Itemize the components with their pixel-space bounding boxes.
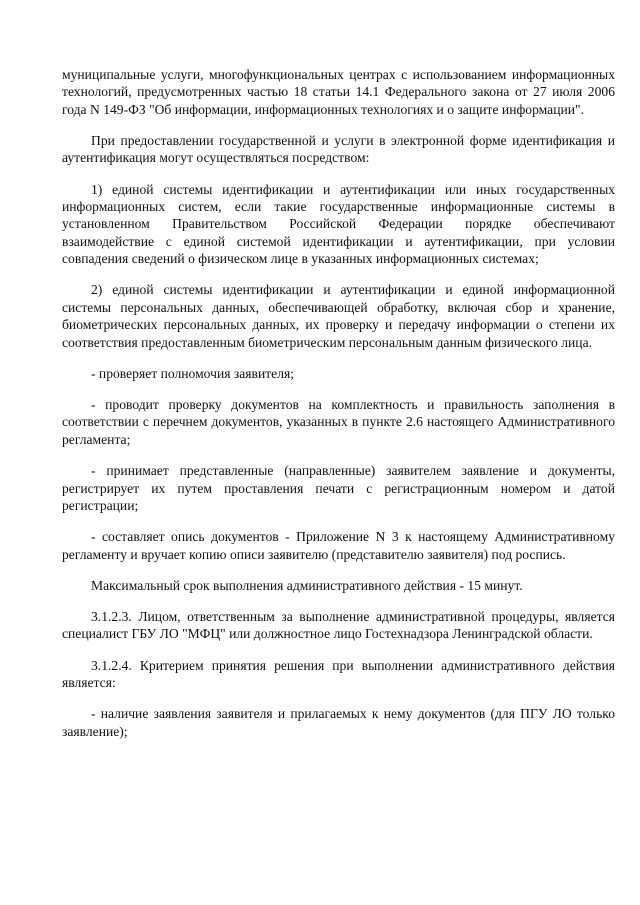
paragraph-3-1-2-3: 3.1.2.3. Лицом, ответственным за выполнение административной процедуры, является специалист ГБУ ЛО "МФЦ" или должностное лицо Гостехнадзора Ленинградской области. — [62, 608, 615, 642]
paragraph-criterion: - наличие заявления заявителя и прилагаемых к нему документов (для ПГУ ЛО только заявление); — [62, 706, 615, 739]
paragraph-identification-intro: При предоставлении государственной и услуги в электронной форме идентификация и аутентификация могут осуществляться посредством: — [62, 133, 615, 166]
paragraph-3-1-2-4: 3.1.2.4. Критерием принятия решения при выполнении административного действия является: — [62, 657, 615, 690]
paragraph-make-inventory: - составляет опись документов - Приложение N 3 к настоящему Административному регламенту и вручает копию описи заявителю (представителю заявителя) под роспись. — [62, 529, 615, 562]
document-page — [62, 66, 615, 754]
paragraph-item-1: 1) единой системы идентификации и аутентификации или иных государственных информационных систем, если такие государственные информационные системы в установленном Правительством Российской Федерации порядке обеспечивают взаимодействие с единой системой идентификации и аутентификации, при условии совпадения сведений о физическом лице в указанных информационных системах; — [62, 181, 615, 267]
paragraph-check-documents: - проводит проверку документов на комплектность и правильность заполнения в соответствии с перечнем документов, указанных в пункте 2.6 настоящего Административного регламента; — [62, 397, 615, 447]
paragraph-continuation: муниципальные услуги, многофункциональных центрах с использованием информационных технологий, предусмотренных частью 18 статьи 14.1 Федерального закона от 27 июля 2006 года N 149-ФЗ "Об информации, информационных технологиях и о защите информации". — [62, 67, 615, 117]
paragraph-max-duration: Максимальный срок выполнения административного действия - 15 минут. — [91, 577, 523, 593]
paragraph-check-authority: - проверяет полномочия заявителя; — [91, 365, 295, 381]
paragraph-accept-documents: - принимает представленные (направленные) заявителем заявление и документы, регистрирует их путем проставления печати с регистрационным номером и датой регистрации; — [62, 463, 615, 513]
paragraph-item-2: 2) единой системы идентификации и аутентификации и единой информационной системы персональных данных, обеспечивающей обработку, включая сбор и хранение, биометрических персональных данных, их проверку и передачу информации о степени их соответствия предоставленным биометрическим персональным данным физического лица. — [62, 282, 615, 350]
